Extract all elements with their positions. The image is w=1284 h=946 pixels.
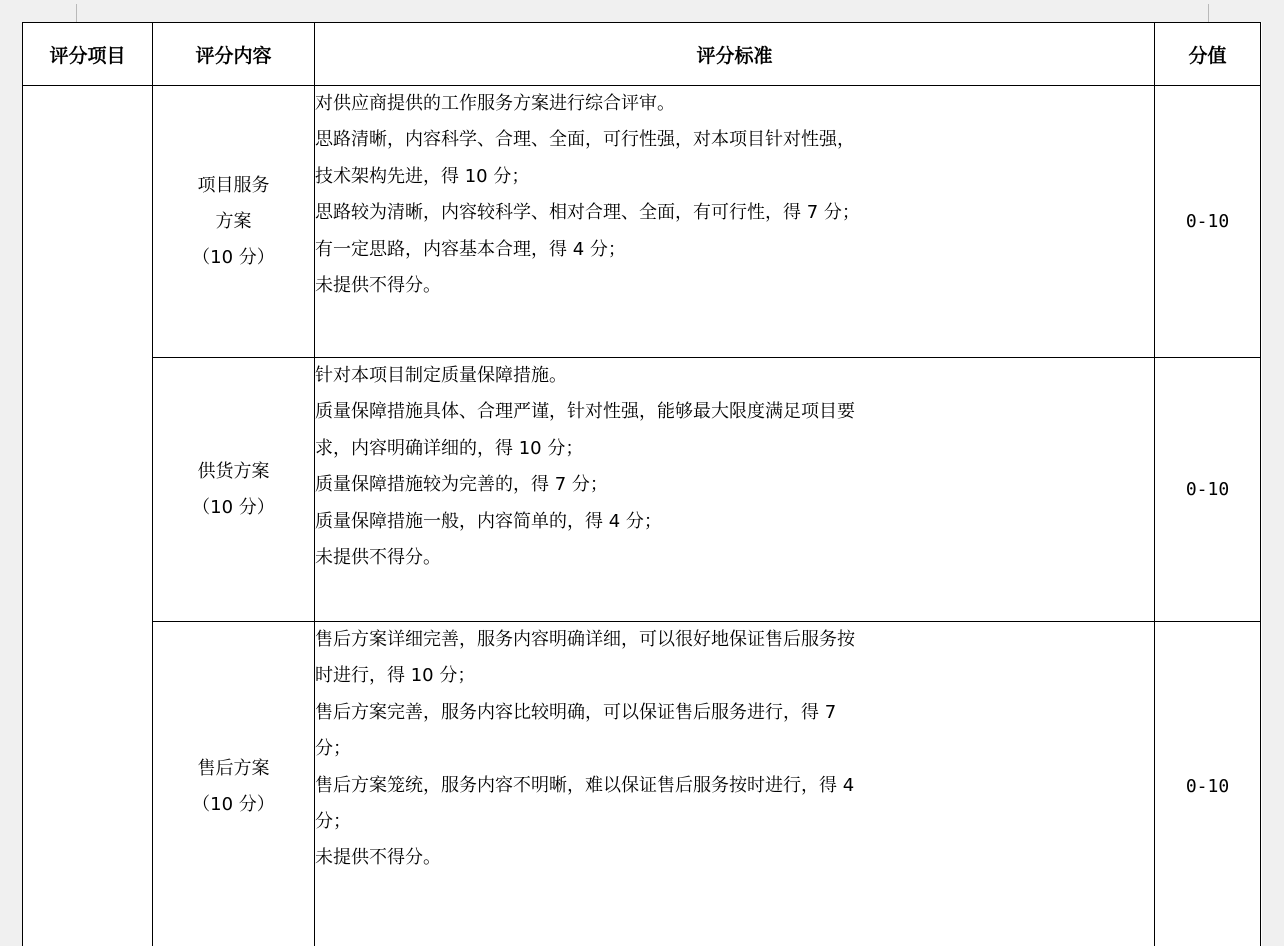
table-row: [23, 358, 1261, 622]
scoring-criteria-cell: [315, 358, 1155, 622]
criteria-line: 求，内容明确详细的，得 10 分；: [315, 437, 584, 459]
criteria-line: 售后方案笼统，服务内容不明晰，难以保证售后服务按时进行，得 4: [315, 774, 855, 796]
criteria-line: 售后方案完善，服务内容比较明确，可以保证售后服务进行，得 7: [315, 701, 837, 723]
content-line: 方案: [215, 210, 252, 232]
content-line: 售后方案: [197, 757, 270, 779]
header-item: 评分项目: [23, 23, 153, 86]
header-content: 评分内容: [153, 23, 315, 86]
document-page: [22, 22, 1262, 946]
criteria-line: 思路较为清晰，内容较科学、相对合理、全面，有可行性，得 7 分；: [315, 202, 860, 224]
criteria-line: 未提供不得分。: [315, 275, 441, 297]
content-line: 供货方案: [197, 460, 270, 482]
criteria-line: 未提供不得分。: [315, 547, 441, 569]
criteria-line: 质量保障措施一般，内容简单的，得 4 分；: [315, 510, 662, 532]
criteria-line: 技术架构先进，得 10 分；: [315, 165, 530, 187]
page-corner-mark-right: [1208, 4, 1225, 23]
header-score: 分值: [1155, 23, 1261, 86]
page-corner-mark-left: [60, 4, 77, 23]
table-row: [23, 86, 1261, 358]
criteria-line: 对供应商提供的工作服务方案进行综合评审。: [315, 93, 675, 114]
table-row: [23, 622, 1261, 946]
criteria-line: 思路清晰，内容科学、合理、全面，可行性强，对本项目针对性强，: [315, 129, 855, 151]
criteria-line: 时进行，得 10 分；: [315, 665, 476, 687]
criteria-line: 有一定思路，内容基本合理，得 4 分；: [315, 238, 626, 260]
criteria-line: 未提供不得分。: [315, 847, 441, 869]
score-value: 0-10: [1155, 358, 1261, 622]
score-value: 0-10: [1155, 86, 1261, 358]
criteria-line: 质量保障措施较为完善的，得 7 分；: [315, 474, 608, 496]
criteria-line: 分；: [315, 811, 351, 833]
scoring-criteria-cell: [315, 86, 1155, 358]
criteria-line: 售后方案详细完善，服务内容明确详细，可以很好地保证售后服务按: [315, 629, 855, 650]
criteria-line: 分；: [315, 738, 351, 760]
table-header-row: [23, 23, 1261, 86]
criteria-line: 针对本项目制定质量保障措施。: [315, 365, 567, 386]
criteria-line: 质量保障措施具体、合理严谨，针对性强，能够最大限度满足项目要: [315, 401, 855, 423]
scoring-table: [22, 22, 1261, 946]
content-line: （10 分）: [192, 496, 275, 518]
content-line: （10 分）: [192, 246, 275, 268]
content-line: （10 分）: [192, 793, 275, 815]
header-criteria: 评分标准: [315, 23, 1155, 86]
scoring-content-cell: [153, 622, 315, 946]
scoring-criteria-cell: [315, 622, 1155, 946]
scoring-item-cell: [23, 86, 153, 946]
content-line: 项目服务: [197, 174, 270, 196]
score-value: 0-10: [1155, 622, 1261, 946]
scoring-content-cell: [153, 358, 315, 622]
scoring-content-cell: [153, 86, 315, 358]
